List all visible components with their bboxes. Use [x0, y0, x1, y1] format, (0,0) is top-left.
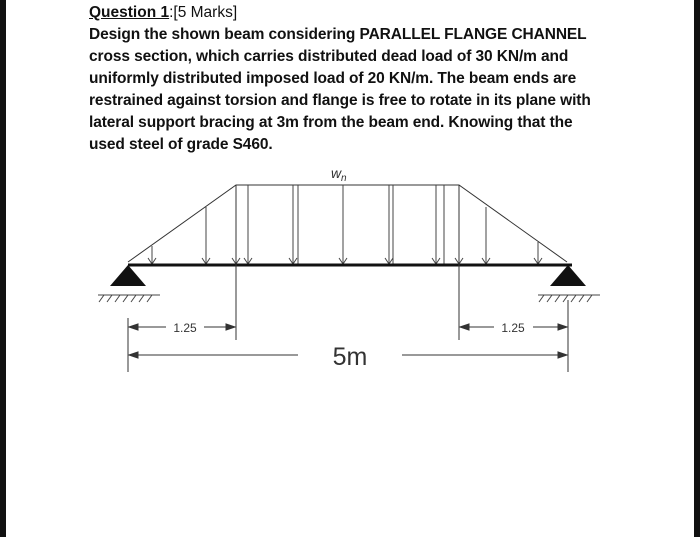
right-support-hatch [538, 295, 600, 302]
right-dimension-label: 1.25 [501, 321, 525, 335]
load-label: w [331, 165, 342, 181]
question-line: Design the shown beam considering PARALLEL FLANGE CHANNEL [89, 26, 587, 43]
question-line: cross section, which carries distributed dead load of 30 KN/m and [89, 48, 569, 65]
question-line: lateral support bracing at 3m from the beam end. Knowing that the [89, 114, 573, 131]
load-arrows [148, 185, 542, 264]
right-support [550, 265, 586, 286]
question-title: Question 1 [89, 4, 170, 21]
left-support [110, 265, 146, 286]
left-support-hatch [98, 295, 160, 302]
span-label: 5m [332, 343, 368, 371]
question-line: used steel of grade S460. [89, 136, 273, 153]
question-line: uniformly distributed imposed load of 20 KN/m. The beam ends are [89, 70, 577, 87]
load-outline [128, 185, 567, 262]
left-dimension-label: 1.25 [173, 321, 197, 335]
question-marks: :[5 Marks] [169, 4, 238, 21]
question-line: restrained against torsion and flange is free to rotate in its plane with [89, 92, 591, 109]
load-label-subscript: n [341, 173, 347, 184]
